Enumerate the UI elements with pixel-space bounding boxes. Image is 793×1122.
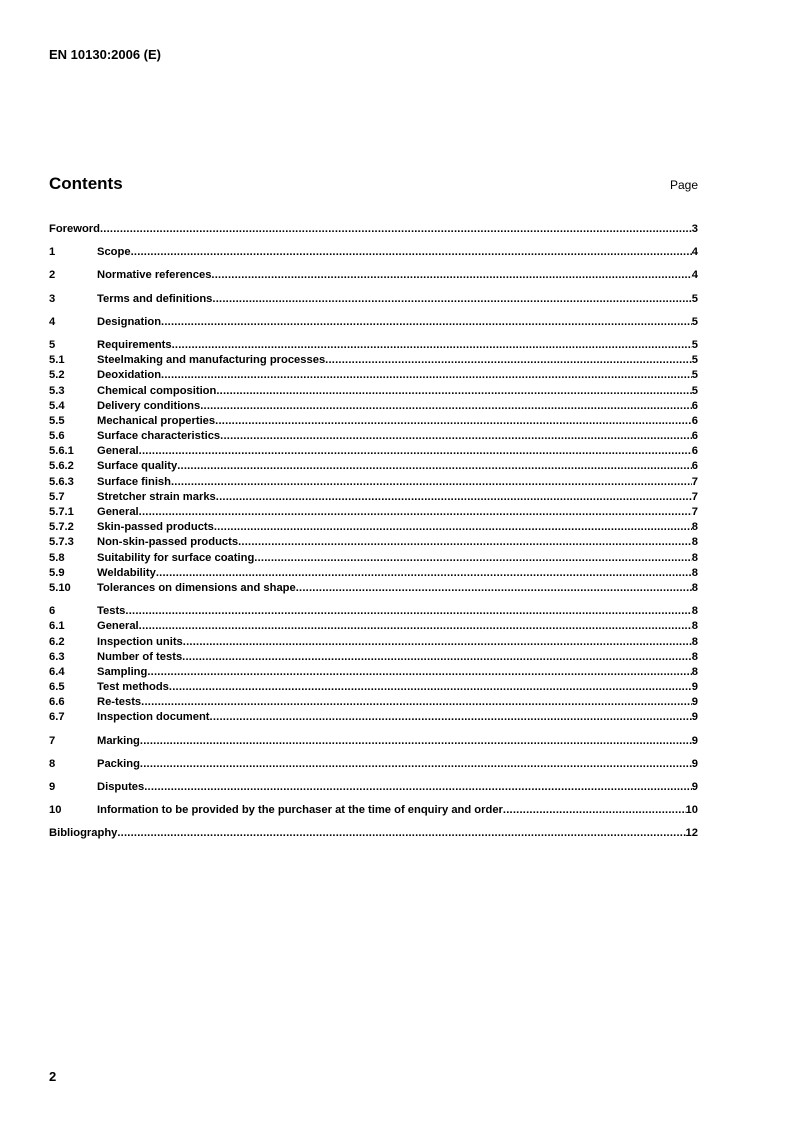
toc-entry[interactable] [49,635,698,650]
toc-entry-title: Marking [97,734,140,747]
toc-entry-title: Deoxidation [97,369,162,382]
toc-dot-leader [503,803,686,818]
toc-entry-number: 6.7 [49,711,65,724]
toc-entry-page: 9 [691,781,698,793]
toc-entry-title: Suitability for surface coating [97,551,255,564]
toc-entry[interactable] [49,680,698,695]
toc-entry[interactable] [49,619,698,634]
toc-entry-number: 5 [49,338,56,351]
toc-dot-leader [183,635,692,650]
toc-dot-leader [161,368,692,383]
toc-entry[interactable] [49,384,698,399]
toc-entry-number: 6.6 [49,696,65,709]
toc-entry-title: Stretcher strain marks [97,490,216,503]
toc-entry-title: Surface quality [97,460,178,473]
toc-dot-leader [325,353,692,368]
toc-dot-leader [214,520,692,535]
document-id: EN 10130:2006 (E) [49,47,162,62]
toc-entry[interactable] [49,459,698,474]
toc-entry[interactable] [49,535,698,550]
footer-page-number: 2 [49,1069,57,1084]
toc-entry-page: 3 [691,223,698,235]
toc-entry-number: 5.7.1 [49,506,74,518]
toc-entry-number: 5.4 [49,399,65,412]
toc-entry-page: 7 [691,490,698,503]
toc-entry-page: 5 [691,338,698,351]
toc-entry-page: 9 [691,696,698,709]
toc-entry[interactable] [49,665,698,680]
toc-entry-number: 2 [49,269,56,282]
toc-entry[interactable] [49,650,698,665]
toc-entry[interactable] [49,757,698,772]
toc-dot-leader [296,581,692,596]
toc-entry-title: Weldability [97,566,156,579]
toc-entry-number: 6.2 [49,635,65,648]
toc-entry-title: Information to be provided by the purchaser at the time of enquiry and order [97,804,503,817]
toc-dot-leader [139,444,692,459]
toc-entry-page: 7 [691,506,698,518]
toc-entry[interactable] [49,780,698,795]
toc-entry[interactable] [49,222,698,237]
toc-entry-title: Re-tests [97,696,142,709]
toc-dot-leader [147,665,691,680]
toc-entry-title: General [97,506,139,518]
toc-entry-number: 4 [49,315,56,328]
toc-entry-title: General [97,620,139,633]
toc-dot-leader [212,292,691,307]
toc-entry-title: Disputes [97,781,145,793]
toc-entry-number: 5.7.2 [49,521,74,534]
toc-entry-title: Non-skin-passed products [97,536,239,549]
toc-entry[interactable] [49,604,698,619]
toc-entry-title: Surface characteristics [97,430,221,443]
toc-entry[interactable] [49,268,698,283]
toc-entry[interactable] [49,292,698,307]
toc-entry-title: Foreword [49,223,100,235]
toc-entry-number: 5.6.3 [49,475,74,488]
toc-entry-number: 9 [49,781,56,793]
toc-entry[interactable] [49,734,698,749]
toc-entry-title: Number of tests [97,650,183,663]
toc-entry[interactable] [49,444,698,459]
toc-entry-title: Scope [97,246,131,259]
toc-entry[interactable] [49,695,698,710]
toc-entry-page: 8 [691,566,698,579]
toc-entry-title: Requirements [97,338,172,351]
toc-entry-page: 5 [691,369,698,382]
toc-entry[interactable] [49,566,698,581]
toc-entry-number: 5.7 [49,490,65,503]
toc-entry-number: 5.8 [49,551,65,564]
toc-entry[interactable] [49,826,698,841]
toc-entry-page: 6 [691,445,698,458]
toc-entry[interactable] [49,245,698,260]
toc-entry-page: 7 [691,475,698,488]
toc-entry-page: 9 [691,734,698,747]
toc-entry-page: 9 [691,711,698,724]
toc-entry-title: Chemical composition [97,384,217,397]
toc-dot-leader [139,505,692,520]
toc-dot-leader [125,604,691,619]
toc-entry-title: Bibliography [49,827,118,840]
toc-entry-title: Sampling [97,665,148,678]
toc-entry[interactable] [49,399,698,414]
toc-entry-page: 6 [691,460,698,473]
toc-entry-page: 8 [691,665,698,678]
toc-entry-page: 8 [691,650,698,663]
toc-entry-number: 6.4 [49,665,65,678]
toc-entry-number: 6.3 [49,650,65,663]
toc-entry-page: 8 [691,605,698,618]
toc-entry-title: Inspection document [97,711,210,724]
toc-entry-number: 5.1 [49,354,65,367]
toc-dot-leader [254,551,691,566]
toc-dot-leader [216,384,691,399]
toc-entry-page: 9 [691,681,698,694]
toc-entry-page: 5 [691,354,698,367]
toc-entry-page: 6 [691,399,698,412]
toc-dot-leader [117,826,685,841]
table-of-contents [49,222,698,842]
toc-dot-leader [210,710,692,725]
toc-entry-page: 8 [691,635,698,648]
toc-dot-leader [144,780,692,795]
toc-entry[interactable] [49,429,698,444]
toc-dot-leader [161,315,692,330]
toc-entry-page: 5 [691,292,698,305]
toc-entry-number: 3 [49,292,56,305]
toc-dot-leader [172,338,692,353]
toc-entry-page: 4 [691,246,698,259]
toc-dot-leader [216,490,692,505]
toc-entry-number: 7 [49,734,56,747]
toc-entry-number: 1 [49,246,56,259]
toc-entry-number: 6.1 [49,620,65,633]
toc-dot-leader [220,429,692,444]
toc-entry-number: 5.2 [49,369,65,382]
toc-dot-leader [140,734,692,749]
toc-entry-title: Steelmaking and manufacturing processes [97,354,326,367]
toc-entry-number: 5.3 [49,384,65,397]
toc-entry-title: Normative references [97,269,212,282]
toc-entry[interactable] [49,505,698,520]
toc-entry-page: 8 [691,551,698,564]
toc-entry-page: 6 [691,414,698,427]
toc-entry[interactable] [49,710,698,725]
toc-dot-leader [141,695,692,710]
toc-dot-leader [211,268,691,283]
toc-dot-leader [140,757,692,772]
toc-entry-page: 4 [691,269,698,282]
toc-entry-number: 8 [49,757,56,770]
toc-entry-page: 5 [691,315,698,328]
toc-entry-number: 6.5 [49,681,65,694]
toc-entry[interactable] [49,353,698,368]
toc-entry[interactable] [49,368,698,383]
toc-entry-title: Skin-passed products [97,521,214,534]
toc-dot-leader [177,459,692,474]
toc-entry-title: Packing [97,757,140,770]
toc-entry-page: 8 [691,620,698,633]
toc-entry-title: Inspection units [97,635,183,648]
toc-entry-number: 5.6.1 [49,445,74,458]
toc-entry[interactable] [49,551,698,566]
toc-entry-number: 5.10 [49,581,71,594]
toc-entry-page: 8 [691,536,698,549]
toc-entry-title: Test methods [97,681,169,694]
toc-entry[interactable] [49,315,698,330]
toc-entry-title: Tolerances on dimensions and shape [97,581,296,594]
toc-dot-leader [156,566,692,581]
toc-entry-title: Mechanical properties [97,414,216,427]
toc-entry-title: Surface finish [97,475,171,488]
toc-entry-title: Terms and definitions [97,292,213,305]
toc-entry[interactable] [49,490,698,505]
toc-entry-title: General [97,445,139,458]
toc-entry-number: 5.6 [49,430,65,443]
toc-entry[interactable] [49,520,698,535]
toc-entry-page: 8 [691,581,698,594]
toc-entry[interactable] [49,581,698,596]
toc-dot-leader [171,475,692,490]
toc-entry-number: 5.6.2 [49,460,74,473]
page-column-label: Page [669,178,698,192]
toc-dot-leader [131,245,692,260]
toc-entry-page: 10 [685,804,698,817]
toc-entry-page: 9 [691,757,698,770]
toc-entry[interactable] [49,338,698,353]
toc-entry-page: 12 [685,827,698,840]
toc-entry-title: Tests [97,605,126,618]
toc-entry-number: 5.7.3 [49,536,74,549]
toc-dot-leader [139,619,692,634]
toc-entry-title: Designation [97,315,162,328]
toc-dot-leader [238,535,692,550]
toc-dot-leader [100,222,692,237]
toc-dot-leader [215,414,692,429]
toc-dot-leader [200,399,692,414]
toc-entry-title: Delivery conditions [97,399,201,412]
toc-entry-number: 5.5 [49,414,65,427]
toc-entry-number: 6 [49,605,56,618]
toc-entry-page: 8 [691,521,698,534]
toc-entry[interactable] [49,414,698,429]
toc-dot-leader [182,650,692,665]
toc-entry[interactable] [49,475,698,490]
toc-entry[interactable] [49,803,698,818]
toc-dot-leader [169,680,692,695]
toc-entry-number: 10 [49,804,62,817]
toc-entry-page: 6 [691,430,698,443]
page-title: Contents [49,174,123,193]
toc-entry-page: 5 [691,384,698,397]
toc-entry-number: 5.9 [49,566,65,579]
